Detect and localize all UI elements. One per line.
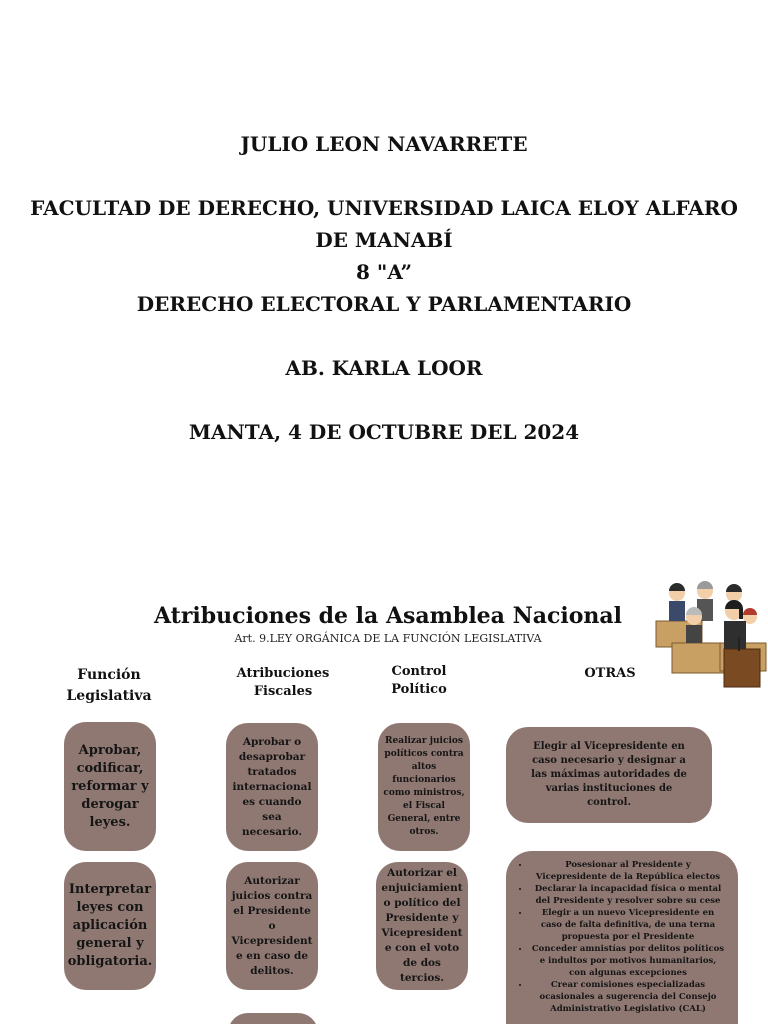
card-control-2: Autorizar el enjuiciamient o político del Presidente y Vicepresident e con el voto de dos tercios. [376, 862, 468, 990]
column-head-control: Control Político [391, 664, 447, 697]
card-fiscales-1: Aprobar o desaprobar tratados internacional es cuando sea necesario. [226, 723, 318, 851]
author-name: JULIO LEON NAVARRETE [240, 132, 528, 156]
list-item: • Posesionar al Presidente y Vicepresidente de la República electos [530, 859, 726, 883]
poster [0, 575, 768, 1024]
teacher: AB. KARLA LOOR [285, 356, 483, 380]
card-legislativa-2: Interpretar leyes con aplicación general y obligatoria. [64, 862, 156, 990]
course: 8 "A” [356, 260, 412, 284]
subject: DERECHO ELECTORAL Y PARLAMENTARIO [136, 292, 632, 316]
poster-subtitle: Art. 9.LEY ORGÁNICA DE LA FUNCIÓN LEGISLATIVA [234, 632, 542, 645]
card-legislativa-1: Aprobar, codificar, reformar y derogar leyes. [64, 722, 156, 851]
list-item: • Crear comisiones especializadas ocasionales a sugerencia del Consejo Administrativo Legislativo (CAL) [530, 979, 726, 1015]
card-fiscales-3 [228, 1013, 318, 1024]
column-head-legislativa: Función Legislativa [66, 667, 152, 704]
list-item: • Elegir a un nuevo Vicepresidente en caso de falta definitiva, de una terna propuesta por el Presidente [530, 907, 726, 943]
otras-list [516, 859, 726, 1015]
card-otras-list [506, 851, 738, 1024]
faculty-line-2: DE MANABÍ [315, 228, 453, 252]
list-item: • Declarar la incapacidad física o mental del Presidente y resolver sobre su cese [530, 883, 726, 907]
column-head-fiscales: Atribuciones Fiscales [236, 666, 330, 699]
card-control-1: Realizar juicios políticos contra altos funcionarios como ministros, el Fiscal General, entre otros. [378, 723, 470, 851]
column-head-otras: OTRAS [584, 666, 636, 681]
cover-page [0, 128, 768, 448]
list-item: • Conceder amnistías por delitos políticos e indultos por motivos humanitarios, con algunas excepciones [530, 943, 726, 979]
card-fiscales-2: Autorizar juicios contra el Presidente o Vicepresident e en caso de delitos. [226, 862, 318, 990]
faculty-line-1: FACULTAD DE DERECHO, UNIVERSIDAD LAICA ELOY ALFARO [30, 196, 738, 220]
card-otras-1: Elegir al Vicepresidente en caso necesario y designar a las máximas autoridades de varias instituciones de control. [506, 727, 712, 823]
poster-title: Atribuciones de la Asamblea Nacional [154, 603, 622, 629]
place-date: MANTA, 4 DE OCTUBRE DEL 2024 [188, 420, 580, 444]
assembly-people-illustration [650, 579, 768, 689]
